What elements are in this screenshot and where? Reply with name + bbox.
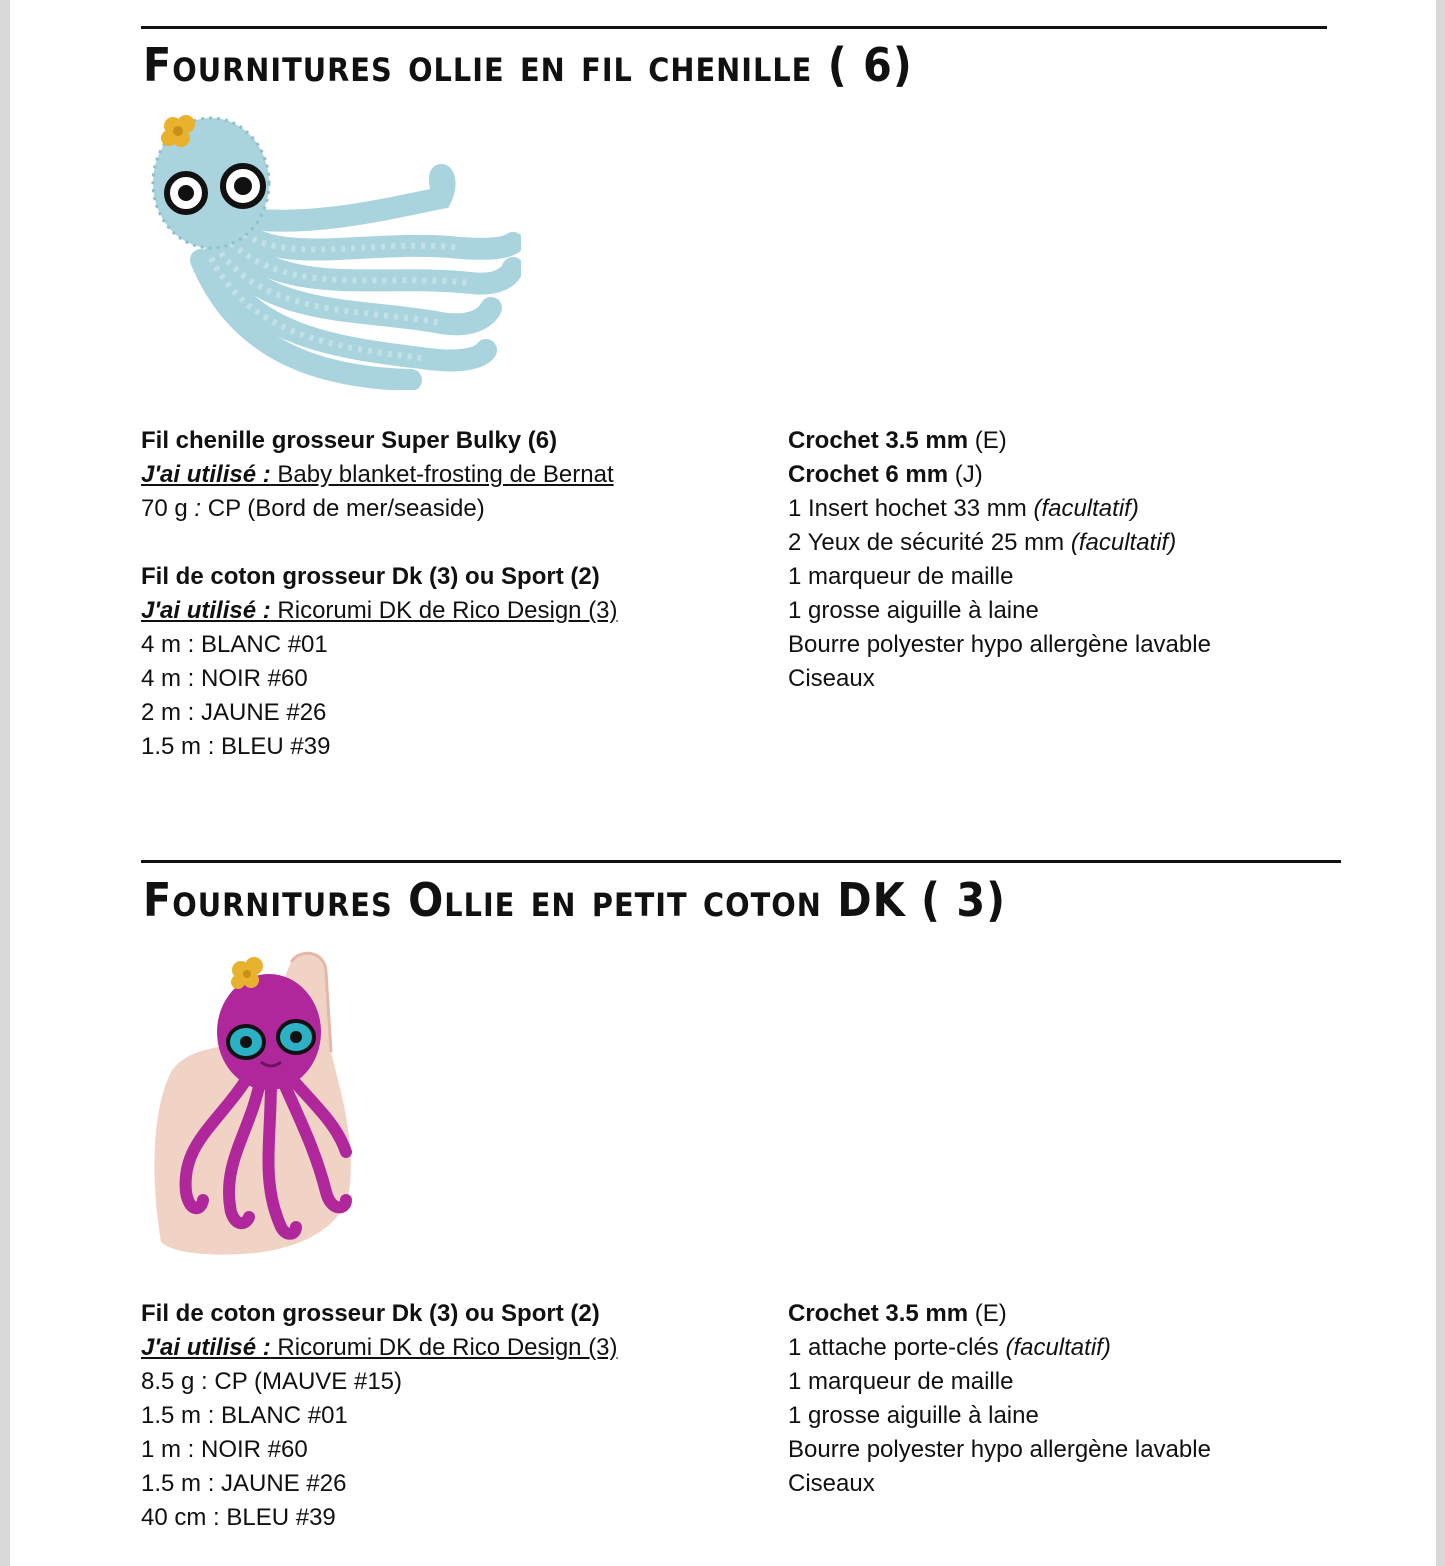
section-2-right-column — [788, 1297, 1211, 1501]
supply-item: 1 attache porte-clés (facultatif) — [788, 1334, 1111, 1361]
section-1-left-column — [141, 424, 618, 764]
hook-item: Crochet 6 mm (J) — [788, 461, 983, 488]
supply-item: Bourre polyester hypo allergène lavable — [788, 631, 1211, 658]
yarn-title: Fil de coton grosseur Dk (3) ou Sport (2) — [141, 563, 600, 590]
color-item: 40 cm : BLEU #39 — [141, 1504, 336, 1531]
supply-item: 1 marqueur de maille — [788, 563, 1014, 590]
supply-item: 1 grosse aiguille à laine — [788, 597, 1039, 624]
supply-item: 1 grosse aiguille à laine — [788, 1402, 1039, 1429]
color-item: 2 m : JAUNE #26 — [141, 699, 327, 726]
section-1-heading: Fournitures ollie en fil chenille ( 6) — [143, 38, 913, 92]
section-1-right-column — [788, 424, 1211, 696]
octopus-chenille-photo — [141, 108, 521, 390]
hook-item: Crochet 3.5 mm (E) — [788, 427, 1007, 454]
octopus-cotton-photo — [141, 942, 411, 1262]
supply-item: 1 Insert hochet 33 mm (facultatif) — [788, 495, 1139, 522]
color-item: 4 m : NOIR #60 — [141, 665, 308, 692]
color-item: 1.5 m : BLEU #39 — [141, 733, 331, 760]
yarn-used: J'ai utilisé : Ricorumi DK de Rico Design (3) — [141, 597, 618, 624]
yarn-title: Fil chenille grosseur Super Bulky (6) — [141, 427, 558, 454]
color-item: 8.5 g : CP (MAUVE #15) — [141, 1368, 402, 1395]
supply-item: Ciseaux — [788, 665, 875, 692]
section-2-heading: Fournitures Ollie en petit coton DK ( 3) — [143, 873, 1007, 927]
color-item: 1.5 m : BLANC #01 — [141, 1402, 348, 1429]
yarn-title: Fil de coton grosseur Dk (3) ou Sport (2) — [141, 1300, 600, 1327]
section-1-rule — [141, 26, 1327, 29]
supply-item: 1 marqueur de maille — [788, 1368, 1014, 1395]
color-item: 1 m : NOIR #60 — [141, 1436, 308, 1463]
color-item: 1.5 m : JAUNE #26 — [141, 1470, 347, 1497]
hook-item: Crochet 3.5 mm (E) — [788, 1300, 1007, 1327]
yarn-used: J'ai utilisé : Ricorumi DK de Rico Design (3) — [141, 1334, 618, 1361]
color-item: 4 m : BLANC #01 — [141, 631, 328, 658]
document-page — [10, 0, 1436, 1566]
supply-item: Ciseaux — [788, 1470, 875, 1497]
section-2-rule — [141, 860, 1341, 863]
supply-item: Bourre polyester hypo allergène lavable — [788, 1436, 1211, 1463]
yarn-used: J'ai utilisé : Baby blanket-frosting de Bernat — [141, 461, 614, 488]
section-2-left-column — [141, 1297, 618, 1535]
supply-item: 2 Yeux de sécurité 25 mm (facultatif) — [788, 529, 1177, 556]
yarn-quantity: 70 g : CP (Bord de mer/seaside) — [141, 495, 485, 522]
